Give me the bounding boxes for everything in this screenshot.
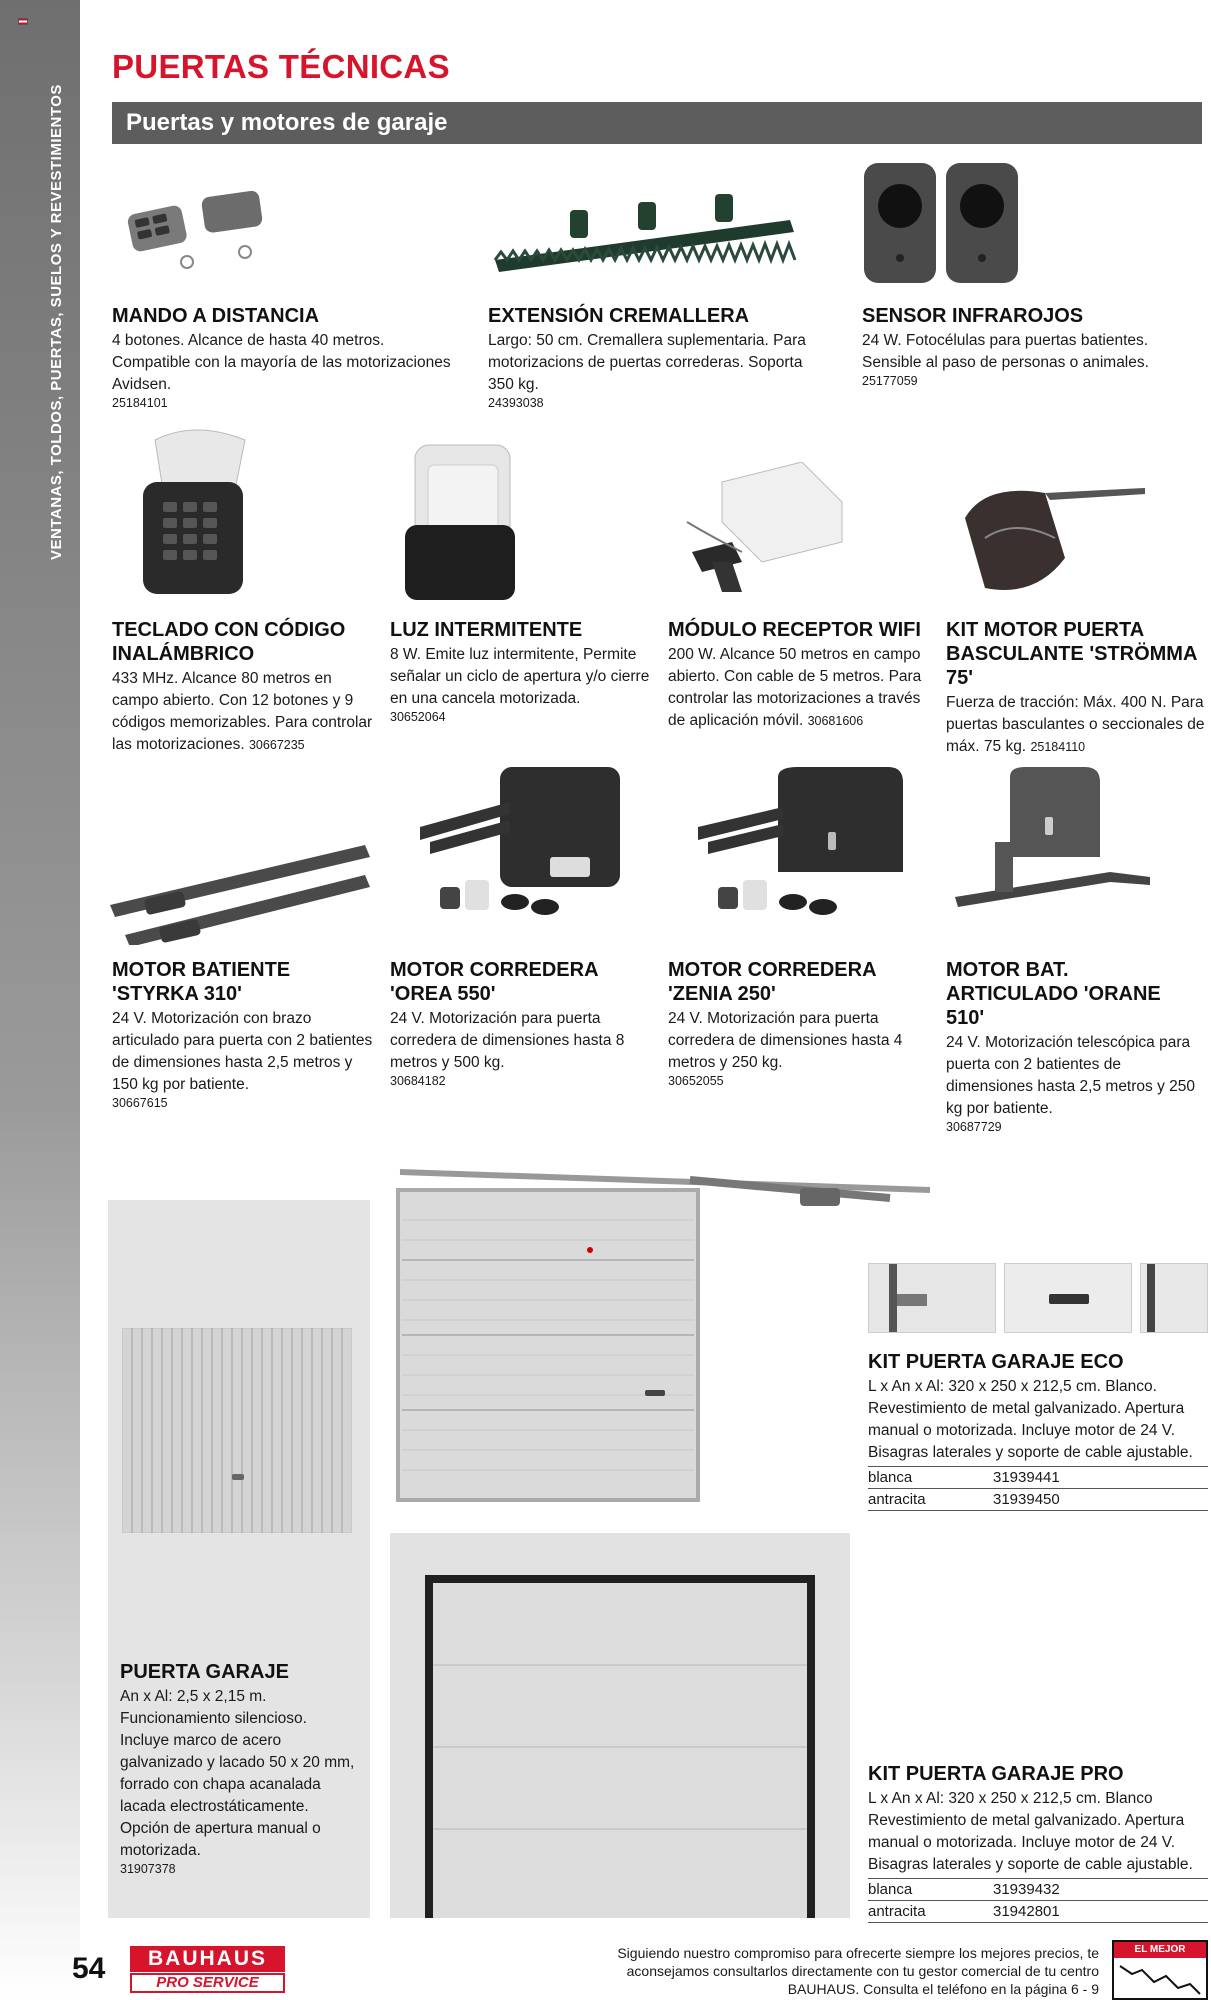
product-description: Largo: 50 cm. Cremallera suplementaria. Para motorizacions de puertas correderas. Soporta 350 kg. xyxy=(488,332,806,393)
product-description: L x An x Al: 320 x 250 x 212,5 cm. Blanco. Revestimiento de metal galvanizado. Apertura manual o motorizada. Incluye motor de 24 V. Bisagras laterales y soporte de cable ajustable. xyxy=(868,1378,1193,1461)
product-description: 24 W. Fotocélulas para puertas batientes. Sensible al paso de personas o animales. xyxy=(862,332,1149,371)
flashing-light-image xyxy=(400,440,520,610)
product-code: 25177059 xyxy=(862,374,918,388)
wifi-receiver-image xyxy=(682,462,857,602)
variant-color: antracita xyxy=(868,1901,993,1923)
variant-color: blanca xyxy=(868,1879,993,1901)
product-code: 24393038 xyxy=(488,396,544,410)
zenia-motor-image xyxy=(688,762,918,917)
product-description: L x An x Al: 320 x 250 x 212,5 cm. Blanco Revestimiento de metal galvanizado. Apertura manual o motorizada. Incluye motor de 24 V. Bisagras laterales y soporte de cable ajustable. xyxy=(868,1790,1193,1873)
product-name: MANDO A DISTANCIA xyxy=(112,305,320,327)
product-code: 30667615 xyxy=(112,1096,168,1110)
best-price-badge xyxy=(1112,1940,1208,2000)
product-name: KIT MOTOR PUERTA BASCULANTE 'STRÖMMA 75' xyxy=(946,619,1197,689)
styrka-motor-image xyxy=(105,825,375,945)
bauhaus-logo xyxy=(130,1946,285,1994)
product-stromma-kit xyxy=(946,618,1206,758)
description-text: Fuerza de tracción: Máx. 400 N. Para puertas basculantes o seccionales de máx. 75 kg. xyxy=(946,694,1205,755)
eco-hinge-thumbnail xyxy=(868,1263,996,1333)
table-row xyxy=(868,1879,1208,1901)
product-styrka-motor xyxy=(112,958,377,1110)
rack-extension-image xyxy=(490,190,805,280)
eco-variants-table xyxy=(868,1466,1208,1511)
product-zenia-motor xyxy=(668,958,930,1088)
remote-control-image xyxy=(125,190,275,270)
product-name: KIT PUERTA GARAJE PRO xyxy=(868,1763,1124,1785)
product-name: MOTOR BAT. ARTICULADO 'ORANE 510' xyxy=(946,959,1161,1029)
up-over-garage-door-image xyxy=(122,1328,352,1533)
product-name: EXTENSIÓN CREMALLERA xyxy=(488,305,750,327)
product-code: 30652064 xyxy=(390,710,446,724)
section-band xyxy=(112,102,1202,144)
footer-note: Siguiendo nuestro compromiso para ofrecerte siempre los mejores precios, te aconsejamos consultarlos directamente con tu gestor comercial de tu centro BAUHAUS. Consulta el teléfono en la página 6 - 9 xyxy=(617,1945,1099,1997)
product-code: 30684182 xyxy=(390,1074,446,1088)
product-keypad xyxy=(112,618,377,756)
product-pro-kit xyxy=(868,1762,1208,1923)
page-number: 54 xyxy=(72,1952,106,1985)
product-name: MOTOR BATIENTE 'STYRKA 310' xyxy=(112,959,291,1005)
product-name: MOTOR CORREDERA 'OREA 550' xyxy=(390,959,598,1005)
stromma-motor-image xyxy=(955,478,1150,603)
product-description: 24 V. Motorización con brazo articulado para puerta con 2 batientes de dimensiones hasta 2,5 metros y 150 kg por batiente. xyxy=(112,1010,373,1093)
product-description: An x Al: 2,5 x 2,15 m. Funcionamiento silencioso. Incluye marco de acero galvanizado y lacado 50 x 20 mm, forrado con chapa acanalada lacada electrostáticamente. Opción de apertura manual o motorizada. xyxy=(120,1688,355,1859)
description-text: 433 MHz. Alcance 80 metros en campo abierto. Con 12 botones y 9 códigos memorizables. Para controlar las motorizaciones. xyxy=(112,670,373,753)
product-code: 31907378 xyxy=(120,1862,176,1876)
brand-subtitle: PRO SERVICE xyxy=(130,1973,285,1993)
product-eco-kit xyxy=(868,1350,1208,1511)
product-flashing-light xyxy=(390,618,652,724)
product-rack-extension xyxy=(488,304,818,410)
keypad-image xyxy=(135,420,260,600)
variant-color: blanca xyxy=(868,1467,993,1489)
eco-sectional-door-image xyxy=(390,1160,945,1505)
product-orea-motor xyxy=(390,958,652,1088)
best-price-label: EL MEJOR PRECIO xyxy=(1114,1942,1206,1958)
eco-frame-thumbnail xyxy=(1140,1263,1208,1333)
orea-motor-image xyxy=(410,762,640,917)
eco-handle-thumbnail xyxy=(1004,1263,1132,1333)
product-code: 30681606 xyxy=(807,714,864,728)
flag-icon xyxy=(18,18,28,25)
product-description: 4 botones. Alcance de hasta 40 metros. Compatible con la mayoría de las motorizaciones Avidsen. xyxy=(112,332,451,393)
variant-code: 31939432 xyxy=(993,1879,1208,1901)
price-down-chart-icon xyxy=(1118,1962,1202,1996)
product-code: 30652055 xyxy=(668,1074,724,1088)
product-description: 24 V. Motorización para puerta corredera de dimensiones hasta 8 metros y 500 kg. xyxy=(390,1010,625,1071)
product-orane-motor xyxy=(946,958,1196,1134)
product-description xyxy=(668,644,930,732)
table-row xyxy=(868,1489,1208,1511)
variant-color: antracita xyxy=(868,1489,993,1511)
product-name: MOTOR CORREDERA 'ZENIA 250' xyxy=(668,959,876,1005)
product-code: 30667235 xyxy=(248,738,305,752)
section-title: Puertas y motores de garaje xyxy=(126,109,448,136)
variant-code: 31942801 xyxy=(993,1901,1208,1923)
product-infrared-sensor xyxy=(862,304,1162,388)
brand-name: BAUHAUS xyxy=(130,1946,285,1972)
product-description: 24 V. Motorización telescópica para puerta con 2 batientes de dimensiones hasta 2,5 metros y 250 kg por batiente. xyxy=(946,1034,1195,1117)
product-garage-door xyxy=(120,1660,360,1876)
sidebar xyxy=(0,0,80,2000)
pro-variants-table xyxy=(868,1878,1208,1923)
product-code: 30687729 xyxy=(946,1120,1002,1134)
table-row xyxy=(868,1901,1208,1923)
table-row xyxy=(868,1467,1208,1489)
infrared-sensor-image xyxy=(862,158,1022,288)
product-remote-control xyxy=(112,304,462,410)
product-description: 24 V. Motorización para puerta corredera de dimensiones hasta 4 metros y 250 kg. xyxy=(668,1010,903,1071)
product-code: 25184110 xyxy=(1030,740,1086,754)
product-name: KIT PUERTA GARAJE ECO xyxy=(868,1351,1124,1373)
product-description xyxy=(112,668,377,756)
product-name: LUZ INTERMITENTE xyxy=(390,619,583,641)
variant-code: 31939450 xyxy=(993,1489,1208,1511)
product-description xyxy=(946,692,1206,758)
pro-sectional-door-image xyxy=(425,1575,815,1918)
product-wifi-receiver xyxy=(668,618,930,732)
product-name: PUERTA GARAJE xyxy=(120,1661,289,1683)
description-text: 200 W. Alcance 50 metros en campo abierto. Con cable de 5 metros. Para controlar las motorizaciones a través de aplicación móvil. xyxy=(668,646,922,729)
product-name: TECLADO CON CÓDIGO INALÁMBRICO xyxy=(112,619,346,665)
orane-motor-image xyxy=(950,762,1160,912)
sidebar-category-label: VENTANAS, TOLDOS, PUERTAS, SUELOS Y REVESTIMIENTOS xyxy=(48,84,65,560)
product-code: 25184101 xyxy=(112,396,168,410)
variant-code: 31939441 xyxy=(993,1467,1208,1489)
product-description: 8 W. Emite luz intermitente, Permite señalar un ciclo de apertura y/o cierre en una cancela motorizada. xyxy=(390,646,650,707)
product-name: MÓDULO RECEPTOR WIFI xyxy=(668,619,921,641)
page-title: PUERTAS TÉCNICAS xyxy=(112,48,450,85)
product-name: SENSOR INFRAROJOS xyxy=(862,305,1084,327)
